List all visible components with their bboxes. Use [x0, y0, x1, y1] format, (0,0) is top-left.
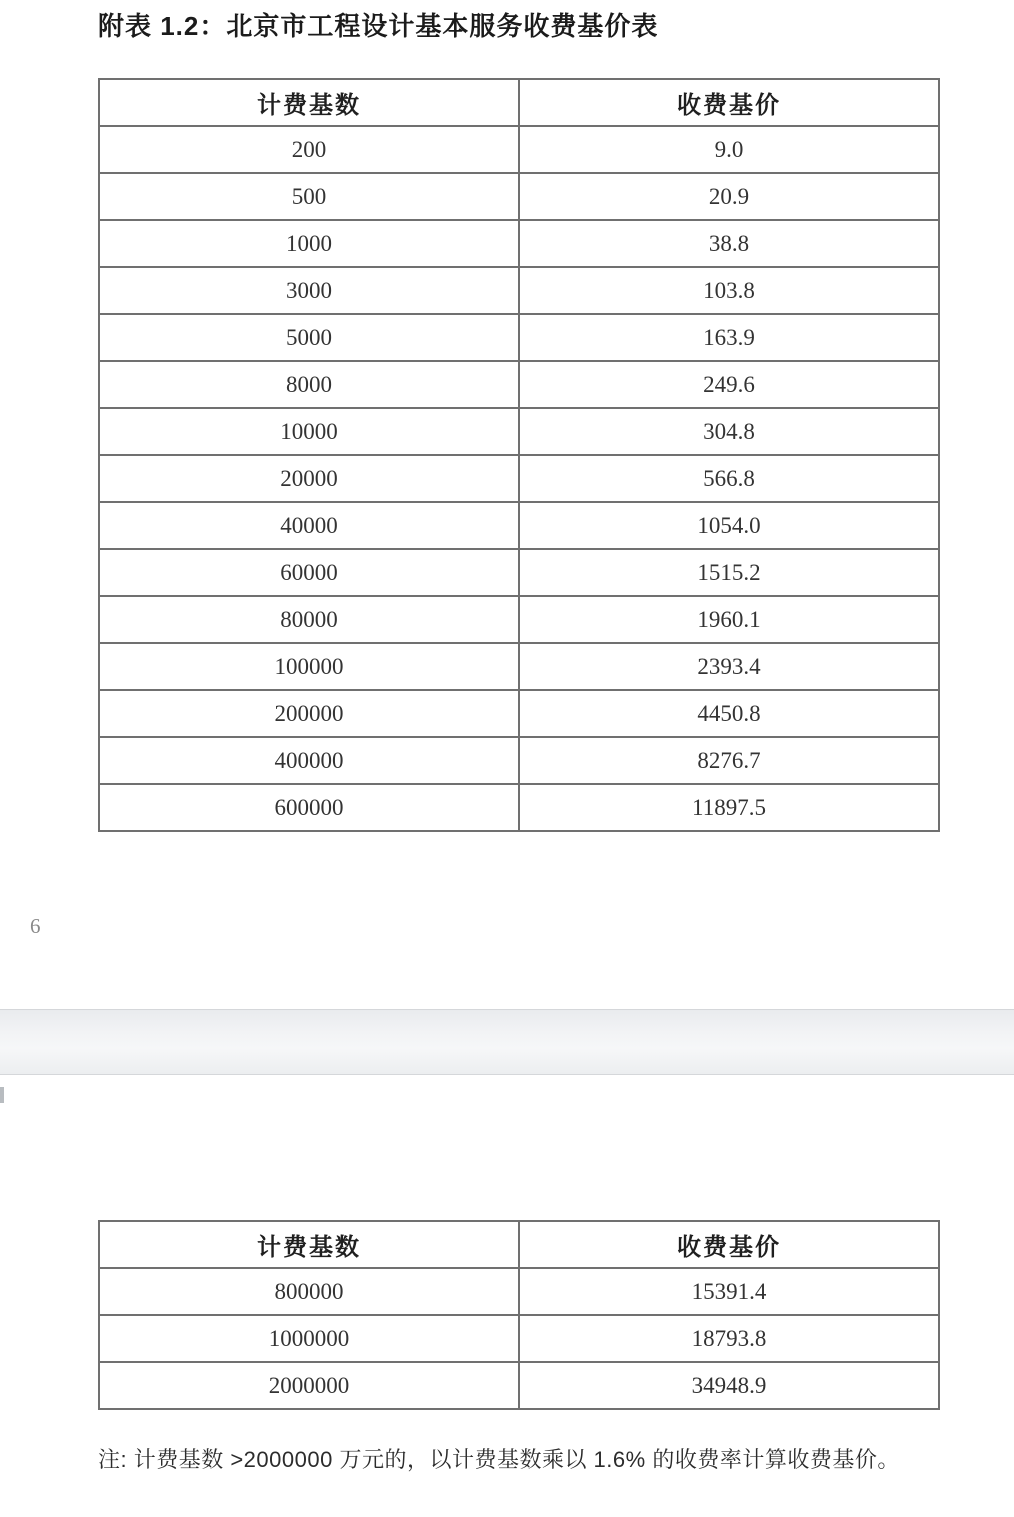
cell-fee-base-price: 11897.5 [519, 784, 939, 831]
cell-billing-base: 8000 [99, 361, 519, 408]
table-row [99, 173, 939, 220]
cell-billing-base: 1000 [99, 220, 519, 267]
table-row [99, 455, 939, 502]
cell-billing-base: 600000 [99, 784, 519, 831]
page-number: 6 [30, 914, 41, 938]
cell-billing-base: 80000 [99, 596, 519, 643]
header-billing-base: 计费基数 [99, 79, 519, 126]
table-row [99, 408, 939, 455]
table-row [99, 502, 939, 549]
cell-fee-base-price: 1515.2 [519, 549, 939, 596]
cell-billing-base: 5000 [99, 314, 519, 361]
table-row [99, 690, 939, 737]
table-header-row [99, 79, 939, 126]
table-row [99, 314, 939, 361]
table-row [99, 784, 939, 831]
cell-billing-base: 40000 [99, 502, 519, 549]
cell-billing-base: 3000 [99, 267, 519, 314]
clipped-edge-mark [0, 1087, 4, 1103]
table-row [99, 361, 939, 408]
footnote: 注: 计费基数 >2000000 万元的，以计费基数乘以 1.6% 的收费率计算收费基价。 [98, 1447, 900, 1472]
cell-fee-base-price: 9.0 [519, 126, 939, 173]
cell-fee-base-price: 20.9 [519, 173, 939, 220]
cell-fee-base-price: 2393.4 [519, 643, 939, 690]
fee-base-price-table [98, 78, 940, 832]
cell-billing-base: 500 [99, 173, 519, 220]
table-row [99, 596, 939, 643]
table-row [99, 737, 939, 784]
cell-fee-base-price: 4450.8 [519, 690, 939, 737]
header-fee-base-price: 收费基价 [519, 79, 939, 126]
cell-fee-base-price: 8276.7 [519, 737, 939, 784]
cell-billing-base: 200 [99, 126, 519, 173]
cell-billing-base: 10000 [99, 408, 519, 455]
fee-base-price-table-continued [98, 1220, 940, 1410]
table-row [99, 267, 939, 314]
table-row [99, 1362, 939, 1409]
table-row [99, 549, 939, 596]
table-row [99, 126, 939, 173]
cell-billing-base: 20000 [99, 455, 519, 502]
cell-fee-base-price: 18793.8 [519, 1315, 939, 1362]
cell-billing-base: 800000 [99, 1268, 519, 1315]
cell-fee-base-price: 34948.9 [519, 1362, 939, 1409]
cell-fee-base-price: 103.8 [519, 267, 939, 314]
cell-fee-base-price: 163.9 [519, 314, 939, 361]
cell-billing-base: 400000 [99, 737, 519, 784]
cell-billing-base: 200000 [99, 690, 519, 737]
cell-billing-base: 1000000 [99, 1315, 519, 1362]
cell-fee-base-price: 249.6 [519, 361, 939, 408]
cell-fee-base-price: 15391.4 [519, 1268, 939, 1315]
cell-fee-base-price: 1054.0 [519, 502, 939, 549]
table-row [99, 1268, 939, 1315]
cell-billing-base: 60000 [99, 549, 519, 596]
header-fee-base-price: 收费基价 [519, 1221, 939, 1268]
table-row [99, 220, 939, 267]
table-row [99, 643, 939, 690]
cell-billing-base: 100000 [99, 643, 519, 690]
cell-billing-base: 2000000 [99, 1362, 519, 1409]
page-title: 附表 1.2：北京市工程设计基本服务收费基价表 [98, 11, 659, 41]
cell-fee-base-price: 304.8 [519, 408, 939, 455]
table-row [99, 1315, 939, 1362]
page-separator-band [0, 1009, 1014, 1075]
cell-fee-base-price: 38.8 [519, 220, 939, 267]
cell-fee-base-price: 566.8 [519, 455, 939, 502]
header-billing-base: 计费基数 [99, 1221, 519, 1268]
cell-fee-base-price: 1960.1 [519, 596, 939, 643]
table-header-row [99, 1221, 939, 1268]
